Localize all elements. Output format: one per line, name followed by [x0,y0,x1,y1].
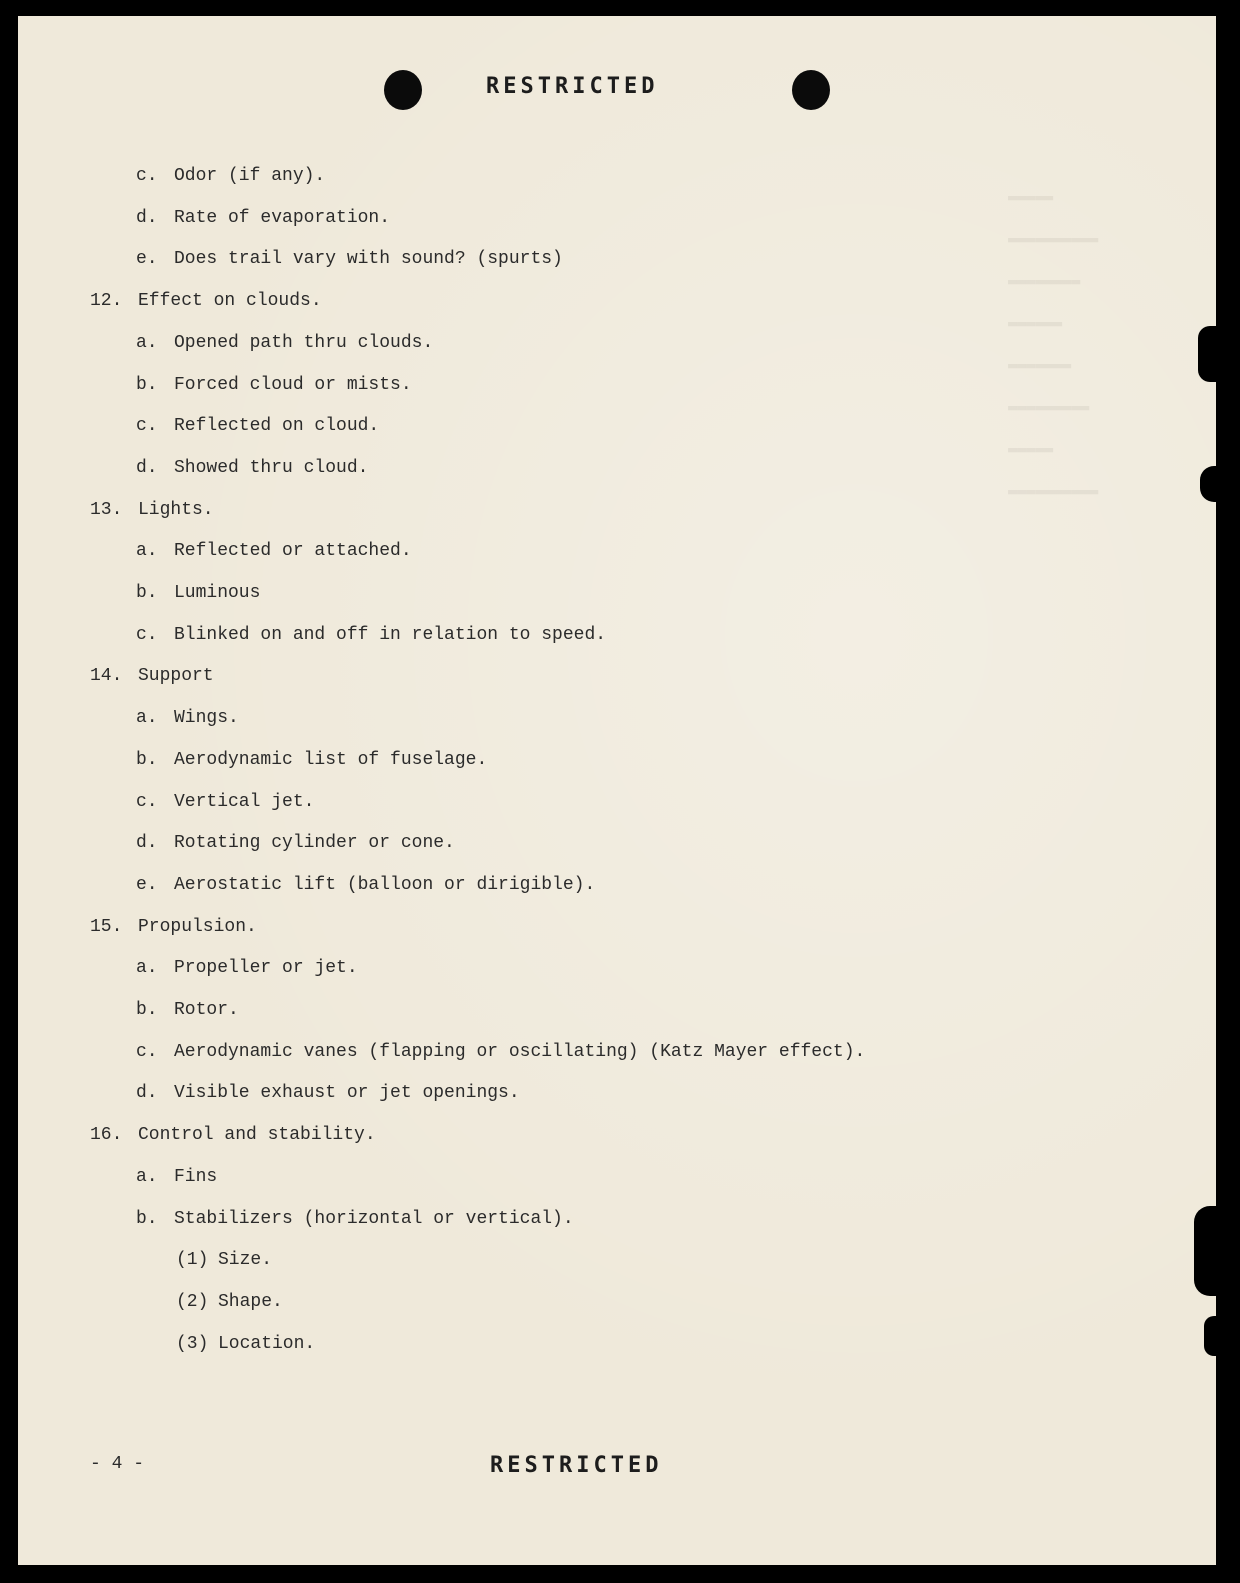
item-text: Fins [174,1166,218,1187]
item-marker: d. [136,207,158,228]
punch-hole-right [792,70,830,110]
list-item [90,917,257,937]
list-item [90,291,322,311]
list-item [136,833,455,853]
item-text: Lights. [138,499,214,520]
item-marker: c. [136,166,158,186]
item-text: Propeller or jet. [174,958,358,979]
list-item [136,333,433,353]
torn-edge [1204,1316,1216,1356]
item-marker: b. [136,374,158,395]
item-marker: 14. [90,666,123,687]
torn-edge [1200,466,1216,502]
item-text: Support [138,666,214,687]
item-marker: 15. [90,916,123,937]
item-text: Rate of evaporation. [174,207,391,228]
item-marker: e. [136,249,158,270]
item-marker: b. [136,749,158,770]
item-text: Effect on clouds. [138,291,322,312]
item-text: Shape. [218,1291,283,1312]
item-text: Aerostatic lift (balloon or dirigible). [174,874,596,895]
item-text: Vertical jet. [174,791,315,812]
list-item [136,625,606,645]
list-item [136,1209,574,1229]
item-text: Reflected or attached. [174,541,412,562]
item-text: Rotating cylinder or cone. [174,833,455,854]
list-item [136,1083,520,1103]
list-item [136,166,325,186]
item-text: Luminous [174,583,261,603]
footer-classification: RESTRICTED [490,1453,663,1478]
item-marker: e. [136,874,158,895]
list-item [136,1042,865,1062]
item-text: Location. [218,1333,316,1354]
header-classification: RESTRICTED [486,74,659,99]
item-marker: c. [136,416,158,437]
list-item [136,249,563,269]
item-marker: b. [136,1208,158,1229]
list-item [176,1250,272,1270]
punch-hole-left [384,70,422,110]
list-item [136,416,379,436]
item-marker: a. [136,958,158,979]
item-marker: 12. [90,291,123,312]
list-item [136,375,412,395]
item-marker: (1) [176,1250,209,1271]
item-text: Showed thru cloud. [174,457,369,478]
item-marker: a. [136,1166,158,1187]
list-item [136,583,260,603]
item-text: Visible exhaust or jet openings. [174,1083,520,1104]
list-item [90,1125,376,1145]
torn-edge [1198,326,1216,382]
item-text: Control and stability. [138,1125,376,1146]
item-marker: a. [136,708,158,729]
page-number: - 4 - [90,1454,145,1474]
item-marker: (3) [176,1333,209,1354]
item-marker: d. [136,833,158,854]
item-text: Rotor. [174,1000,239,1020]
item-text: Stabilizers (horizontal or vertical). [174,1208,574,1229]
item-marker: b. [136,583,158,603]
item-marker: b. [136,1000,158,1020]
item-text: Opened path thru clouds. [174,332,434,353]
item-marker: a. [136,332,158,353]
bleed-through-text: ▬▬▬▬▬ ▬▬▬▬▬▬▬▬▬▬ ▬▬▬▬▬▬▬▬ ▬▬▬▬▬▬ ▬▬▬▬▬▬▬ ▬▬▬▬▬▬▬▬▬ ▬▬▬▬▬ ▬▬▬▬▬▬▬▬▬▬ [1008,188,1099,500]
item-marker: c. [136,624,158,645]
list-item [136,1000,239,1020]
item-marker: d. [136,457,158,478]
item-marker: a. [136,541,158,562]
list-item [136,875,595,895]
list-item [136,208,390,228]
list-item [136,792,314,812]
list-item [136,541,412,561]
list-item [136,750,487,770]
item-text: Size. [218,1250,273,1271]
item-marker: 16. [90,1125,123,1146]
list-item [136,1167,217,1187]
document-page [18,16,1216,1565]
item-text: Aerodynamic vanes (flapping or oscillating) (Katz Mayer effect). [174,1041,866,1062]
list-item [136,458,368,478]
list-item [136,708,239,728]
list-item [176,1292,283,1312]
list-item [90,500,214,520]
list-item [176,1334,315,1354]
item-marker: d. [136,1083,158,1104]
torn-edge [1194,1206,1216,1296]
item-marker: 13. [90,499,123,520]
item-text: Does trail vary with sound? (spurts) [174,249,563,270]
list-item [136,958,358,978]
item-marker: c. [136,791,158,812]
item-text: Aerodynamic list of fuselage. [174,749,488,770]
list-item [90,666,214,686]
item-text: Blinked on and off in relation to speed. [174,624,607,645]
item-text: Propulsion. [138,916,257,937]
item-text: Wings. [174,708,239,729]
item-text: Odor (if any). [174,166,326,186]
item-text: Forced cloud or mists. [174,374,412,395]
item-text: Reflected on cloud. [174,416,380,437]
item-marker: (2) [176,1291,209,1312]
item-marker: c. [136,1041,158,1062]
